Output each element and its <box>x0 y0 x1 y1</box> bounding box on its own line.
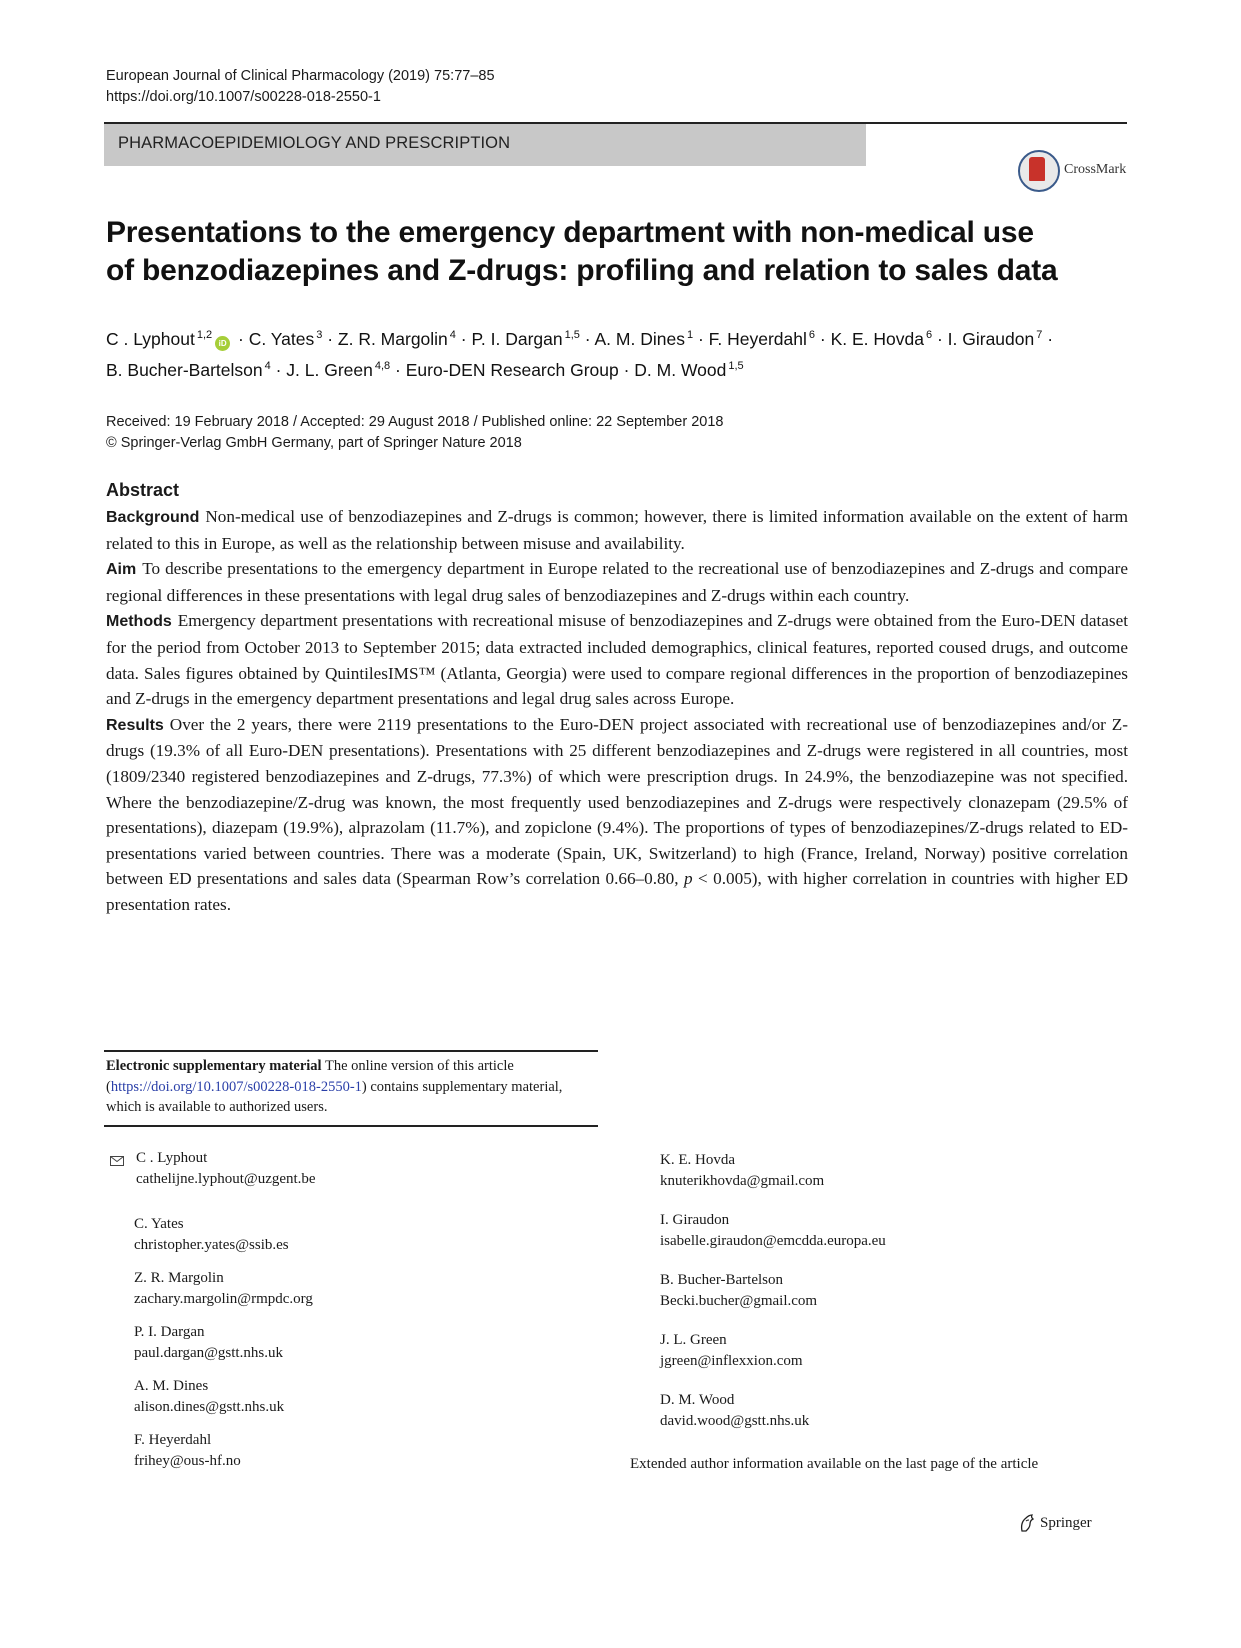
email-link[interactable]: knuterikhovda@gmail.com <box>660 1172 825 1189</box>
contact-entry: D. M. Wood david.wood@gstt.nhs.uk <box>660 1390 809 1431</box>
orcid-icon[interactable]: iD <box>215 336 230 351</box>
email-link[interactable]: cathelijne.lyphout@uzgent.be <box>136 1170 316 1187</box>
abstract-background: Background Non-medical use of benzodiazepines and Z-drugs is common; however, there is limited information available on the extent of harm related to this in Europe, as well as the relationship between misuse and availability. <box>106 507 1128 553</box>
crossmark-bookmark-icon <box>1029 157 1045 181</box>
dates-line: Received: 19 February 2018 / Accepted: 29 August 2018 / Published online: 22 September 2018 <box>106 414 724 430</box>
publisher-name: Springer <box>1040 1515 1092 1531</box>
author[interactable]: D. M. Wood $^{1,5}$ <box>634 360 744 380</box>
journal-line: European Journal of Clinical Pharmacology (2019) 75:77–85 <box>106 68 495 84</box>
email-link[interactable]: alison.dines@gstt.nhs.uk <box>134 1398 285 1415</box>
email-link[interactable]: christopher.yates@ssib.es <box>134 1236 289 1253</box>
supplementary-rule-top <box>104 1050 598 1052</box>
contact-entry: F. Heyerdahl frihey@ous-hf.no <box>134 1430 241 1471</box>
springer-logo <box>1040 1515 1092 1532</box>
abstract-methods: Methods Emergency department presentations with recreational misuse of benzodiazepines and Z-drugs were obtained from the Euro-DEN dataset for the period from October 2013 to September 2015; data extracted included demographics, clinical features, reported coused drugs, and outcome data. Sales figures obtained by QuintilesIMS™ (Atlanta, Georgia) were used to compare regional differences in the proportion of benzodiazepines and Z-drugs in the emergency department presentations and legal drug sales across Europe. <box>106 611 1128 709</box>
author[interactable]: B. Bucher-Bartelson $^4$ <box>106 360 271 380</box>
title-line-1: Presentations to the emergency department with non-medical use <box>106 216 1034 249</box>
contact-entry: C . Lyphout cathelijne.lyphout@uzgent.be <box>136 1148 316 1189</box>
publication-dates <box>106 412 723 454</box>
author[interactable]: F. Heyerdahl $^6$ <box>708 329 816 349</box>
contact-entry: C. Yates christopher.yates@ssib.es <box>134 1214 289 1255</box>
contact-entry: J. L. Green jgreen@inflexxion.com <box>660 1330 803 1371</box>
email-link[interactable]: frihey@ous-hf.no <box>134 1452 241 1469</box>
article-title <box>106 214 1066 290</box>
author[interactable]: K. E. Hovda $^6$ <box>830 329 933 349</box>
supplementary-note: Electronic supplementary material The online version of this article (https://doi.org/10.1007/s00228-018-2550-1) contains supplementary material, which is available to authorized users. <box>106 1058 563 1115</box>
contact-entry: A. M. Dines alison.dines@gstt.nhs.uk <box>134 1376 284 1417</box>
envelope-icon <box>110 1156 124 1166</box>
author[interactable]: Z. R. Margolin $^4$ <box>337 329 456 349</box>
email-link[interactable]: david.wood@gstt.nhs.uk <box>660 1412 810 1429</box>
supplementary-link[interactable]: https://doi.org/10.1007/s00228-018-2550-1 <box>110 1078 362 1095</box>
author[interactable]: A. M. Dines $^1$ <box>594 329 694 349</box>
crossmark-label: CrossMark <box>1064 162 1127 177</box>
doi-line[interactable]: https://doi.org/10.1007/s00228-018-2550-1 <box>106 89 381 105</box>
section-label: PHARMACOEPIDEMIOLOGY AND PRESCRIPTION <box>118 134 511 152</box>
contact-entry: B. Bucher-Bartelson Becki.bucher@gmail.com <box>660 1270 817 1311</box>
contact-entry: P. I. Dargan paul.dargan@gstt.nhs.uk <box>134 1322 283 1363</box>
author[interactable]: J. L. Green $^{4,8}$ <box>286 360 391 380</box>
author[interactable]: C. Yates $^3$ <box>248 329 323 349</box>
springer-horse-icon <box>1018 1513 1036 1533</box>
email-link[interactable]: zachary.margolin@rmpdc.org <box>134 1290 313 1307</box>
abstract-results: Results Over the 2 years, there were 2119 presentations to the Euro-DEN project associated with recreational use of benzodiazepines and/or Z-drugs (19.3% of all Euro-DEN presentations). Presentations with 25 different benzodiazepines and Z-drugs were registered in all countries, most (1809/2340 registered benzodiazepines and Z-drugs, 77.3%) of which were prescription drugs. In 24.9%, the benzodiazepine was not specified. Where the benzodiazepine/Z-drug was known, the most frequently used benzodiazepines and Z-drugs were respectively clonazepam (29.5% of presentations), diazepam (19.9%), alprazolam (11.7%), and zopiclone (9.4%). The proportions of types of benzodiazepines/Z-drugs related to ED-presentations varied between countries. There was a moderate (Spain, UK, Switzerland) to high (France, Ireland, Norway) positive correlation between ED presentations and sales data (Spearman Row’s correlation 0.66–0.80, p < 0.005), with higher correlation in countries with higher ED presentation rates. <box>106 714 1128 914</box>
extended-author-info: Extended author information available on the last page of the article <box>630 1456 1039 1472</box>
crossmark-badge[interactable] <box>1018 150 1136 194</box>
author[interactable]: P. I. Dargan $^{1,5}$ <box>471 329 580 349</box>
journal-citation <box>106 66 495 108</box>
email-link[interactable]: paul.dargan@gstt.nhs.uk <box>134 1344 283 1361</box>
copyright-line: © Springer-Verlag GmbH Germany, part of Springer Nature 2018 <box>106 435 522 451</box>
author[interactable]: Euro-DEN Research Group <box>405 360 619 380</box>
abstract-body <box>106 504 1128 918</box>
title-line-2: of benzodiazepines and Z-drugs: profiling and relation to sales data <box>106 254 1058 287</box>
email-link[interactable]: isabelle.giraudon@emcdda.europa.eu <box>660 1232 886 1249</box>
contact-entry: K. E. Hovda knuterikhovda@gmail.com <box>660 1150 824 1191</box>
author[interactable]: C . Lyphout $^{1,2}$ <box>106 329 213 349</box>
email-link[interactable]: Becki.bucher@gmail.com <box>660 1292 818 1309</box>
abstract-aim: Aim To describe presentations to the emergency department in Europe related to the recreational use of benzodiazepines and Z-drugs and compare regional differences in these presentations with legal drug sales of benzodiazepines and Z-drugs within each country. <box>106 559 1128 605</box>
email-link[interactable]: jgreen@inflexxion.com <box>660 1352 803 1369</box>
abstract-heading: Abstract <box>106 480 180 500</box>
supplementary-rule-bottom <box>104 1125 598 1127</box>
contact-entry: I. Giraudon isabelle.giraudon@emcdda.europa.eu <box>660 1210 886 1251</box>
author-list: C . Lyphout $^{1,2}$iD · C. Yates $^3$ · Z. R. Margolin $^4$ · P. I. Dargan $^{1,5}$ · A. M. Dines $^1$ · F. Heyerdahl $^6$ · K. E. Hovda $^6$ · I. Giraudon $^7$ · B. Bucher-Bartelson $^4$ · J. L. Green $^{4,8}$ · Euro-DEN Research Group · D. M. Wood $^{1,5}$ <box>106 329 1054 380</box>
contact-entry: Z. R. Margolin zachary.margolin@rmpdc.org <box>134 1268 313 1309</box>
author[interactable]: I. Giraudon $^7$ <box>947 329 1043 349</box>
